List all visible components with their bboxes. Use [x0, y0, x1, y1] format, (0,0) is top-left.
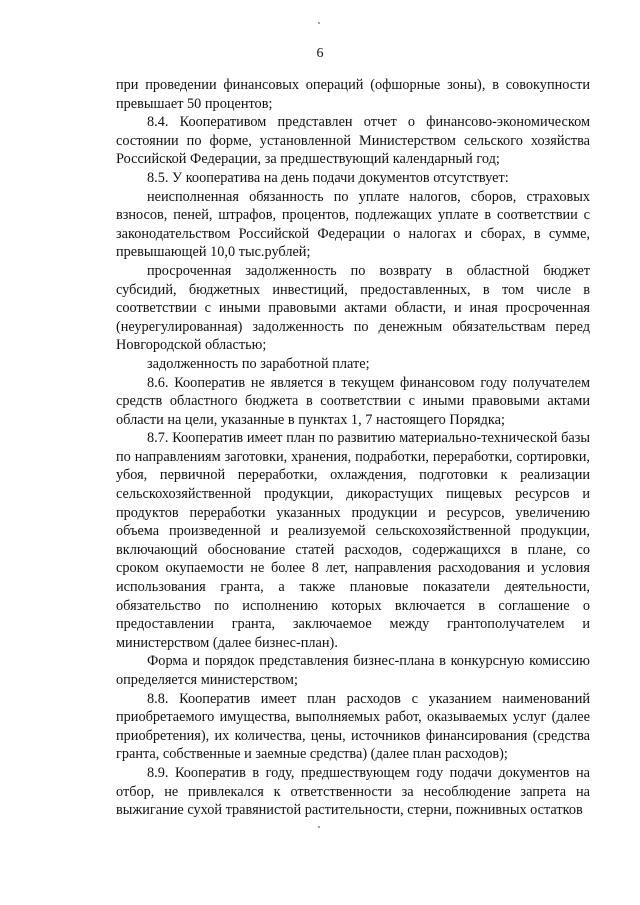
paragraph-8-4: 8.4. Кооперативом представлен отчет о финансово-экономическом состоянии по форме, установленной Министерством сельского хозяйства Российской Федерации, за предшествующий календарный год; — [116, 114, 590, 168]
document-body — [116, 76, 590, 820]
paragraph-continuation: при проведении финансовых операций (офшорные зоны), в совокупности превышает 50 процентов; — [116, 77, 590, 112]
paragraph-8-8: 8.8. Кооператив имеет план расходов с указанием наименований приобретаемого имущества, выполняемых работ, оказываемых услуг (далее приобретения), их количества, цены, источников финансирования (средства гранта, собственные и заемные средства) (далее план расходов); — [116, 690, 590, 763]
page-number: 6 — [316, 46, 324, 61]
scan-speck — [318, 22, 320, 24]
paragraph-8-9: 8.9. Кооператив в году, предшествующем году подачи документов на отбор, не привлекался к ответственности за несоблюдение запрета на выжигание сухой травянистой растительности, стерни, пожнивных остатков — [116, 764, 590, 819]
paragraph-wage-debt: задолженность по заработной плате; — [147, 355, 370, 372]
paragraph-overdue-debt: просроченная задолженность по возврату в областной бюджет субсидий, бюджетных инвестиций, предоставленных, в том числе в соответствии с иными правовыми актами области, и иная просроченная (неурегулированная) задолженность по денежным обязательствам перед Новгородской областью; — [116, 262, 590, 354]
paragraph-8-7: 8.7. Кооператив имеет план по развитию материально-технической базы по направлениям заготовки, хранения, подработки, переработки, сортировки, убоя, первичной переработки, охлаждения, подготовки к реализации сельскохозяйственной продукции, дикорастущих пищевых ресурсов и продуктов переработки указанных продукции и ресурсов, увеличению объема произведенной и реализуемой сельскохозяйственной продукции, включающий обоснование статей расходов, содержащихся в плане, со сроком окупаемости не более 8 лет, направления расходования и условия использования гранта, а также плановые показатели деятельности, обязательство по исполнению которых включается в соглашение о предоставлении гранта, заключаемое между грантополучателем и министерством (далее бизнес-план). — [116, 430, 590, 651]
paragraph-8-5: 8.5. У кооператива на день подачи документов отсутствует: — [147, 169, 509, 186]
paragraph-8-6: 8.6. Кооператив не является в текущем финансовом году получателем средств областного бюджета в соответствии с иными правовыми актами области на цели, указанные в пунктах 1, 7 настоящего Порядка; — [116, 374, 590, 428]
scan-speck — [318, 826, 320, 828]
paragraph-business-plan-form: Форма и порядок представления бизнес-плана в конкурсную комиссию определяется министерством; — [116, 653, 590, 688]
paragraph-tax-obligation: неисполненная обязанность по уплате налогов, сборов, страховых взносов, пеней, штрафов, процентов, подлежащих уплате в соответствии с законодательством Российской Федерации о налогах и сборах, в сумме, превышающей 10,0 тыс.рублей; — [116, 188, 590, 261]
